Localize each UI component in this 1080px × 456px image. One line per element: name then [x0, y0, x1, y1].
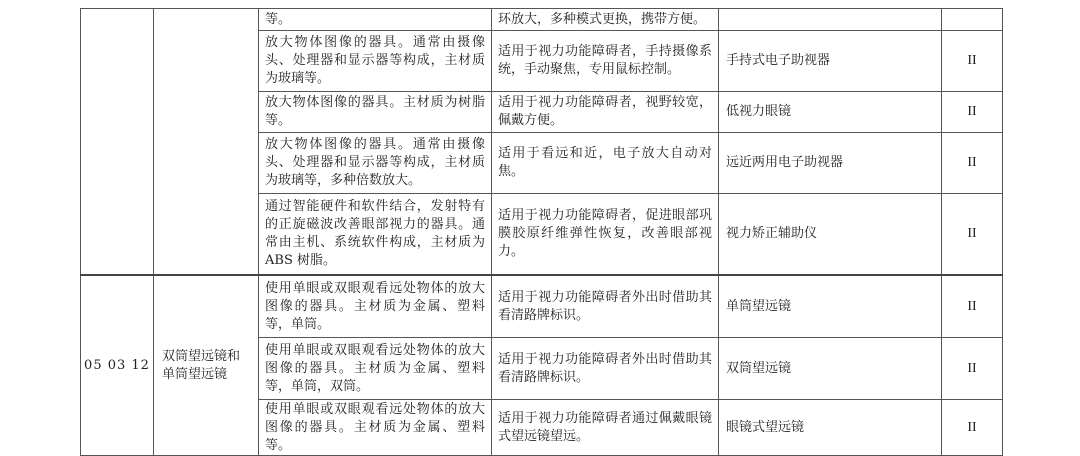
management-class-cell [942, 9, 1003, 31]
intended-use-cell: 适用于视力功能障碍者外出时借助其看清路牌标识。 [492, 338, 719, 400]
management-class-cell: II [942, 338, 1003, 400]
category-name-cell: 双筒望远镜和单筒望远镜 [154, 275, 259, 456]
product-name-cell: 单筒望远镜 [719, 275, 942, 338]
device-catalog-table [80, 8, 1003, 456]
intended-use-cell: 适用于视力功能障碍者外出时借助其看清路牌标识。 [492, 275, 719, 338]
product-description-cell: 放大物体图像的器具。通常由摄像头、处理器和显示器等构成，主材质为玻璃等。 [259, 31, 492, 92]
management-class-cell: II [942, 133, 1003, 194]
management-class-cell: II [942, 31, 1003, 92]
product-description-cell: 使用单眼或双眼观看远处物体的放大图像的器具。主材质为金属、塑料等。 [259, 400, 492, 456]
product-name-cell: 低视力眼镜 [719, 92, 942, 133]
management-class-cell: II [942, 92, 1003, 133]
intended-use-cell: 环放大，多种模式更换，携带方便。 [492, 9, 719, 31]
intended-use-cell: 适用于看远和近，电子放大自动对焦。 [492, 133, 719, 194]
intended-use-cell: 适用于视力功能障碍者，视野较宽，佩戴方便。 [492, 92, 719, 133]
table-row [81, 275, 1003, 338]
intended-use-cell: 适用于视力功能障碍者，促进眼部巩膜胶原纤维弹性恢复，改善眼部视力。 [492, 194, 719, 276]
product-description-cell: 通过智能硬件和软件结合，发射特有的正旋磁波改善眼部视力的器具。通常由主机、系统软件构成，主材质为ABS 树脂。 [259, 194, 492, 276]
category-code-cell: 05 03 12 [81, 275, 154, 456]
product-description-cell: 使用单眼或双眼观看远处物体的放大图像的器具。主材质为金属、塑料等，单筒。 [259, 275, 492, 338]
intended-use-cell: 适用于视力功能障碍者通过佩戴眼镜式望远镜望远。 [492, 400, 719, 456]
product-description-cell: 等。 [259, 9, 492, 31]
device-catalog-table-page [80, 8, 1002, 456]
management-class-cell: II [942, 400, 1003, 456]
product-name-cell: 视力矫正辅助仪 [719, 194, 942, 276]
table-row [81, 9, 1003, 31]
product-description-cell: 使用单眼或双眼观看远处物体的放大图像的器具。主材质为金属、塑料等，单筒，双筒。 [259, 338, 492, 400]
product-name-cell: 眼镜式望远镜 [719, 400, 942, 456]
code-cell-empty [81, 9, 154, 276]
product-name-cell: 双筒望远镜 [719, 338, 942, 400]
product-name-cell [719, 9, 942, 31]
management-class-cell: II [942, 194, 1003, 276]
product-name-cell: 手持式电子助视器 [719, 31, 942, 92]
product-description-cell: 放大物体图像的器具。通常由摄像头、处理器和显示器等构成，主材质为玻璃等，多种倍数放大。 [259, 133, 492, 194]
product-name-cell: 远近两用电子助视器 [719, 133, 942, 194]
intended-use-cell: 适用于视力功能障碍者，手持摄像系统，手动聚焦，专用鼠标控制。 [492, 31, 719, 92]
management-class-cell: II [942, 275, 1003, 338]
category-cell-empty [154, 9, 259, 276]
product-description-cell: 放大物体图像的器具。主材质为树脂等。 [259, 92, 492, 133]
